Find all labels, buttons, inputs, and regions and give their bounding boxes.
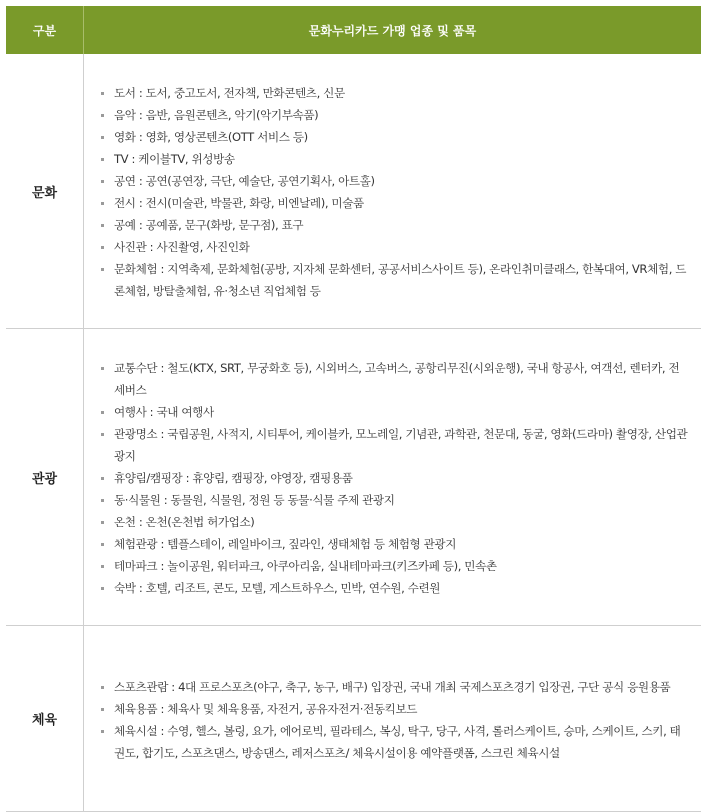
list-item: 문화체험 : 지역축제, 문화체험(공방, 지자체 문화센터, 공공서비스사이트 등), 온라인취미클래스, 한복대여, VR체험, 드론체험, 방탈출체험, 유·청소년 직업체험 등 bbox=[100, 258, 689, 302]
table-row-tourism bbox=[6, 329, 701, 626]
item-list bbox=[100, 676, 689, 764]
table-header-row bbox=[6, 6, 701, 54]
table-row-culture bbox=[6, 54, 701, 329]
list-item: 스포츠관람 : 4대 프로스포츠(야구, 축구, 농구, 배구) 입장권, 국내 개최 국제스포츠경기 입장권, 구단 공식 응원용품 bbox=[100, 676, 689, 698]
category-cell: 관광 bbox=[6, 329, 84, 626]
list-item: 공연 : 공연(공연장, 극단, 예술단, 공연기획사, 아트홀) bbox=[100, 170, 689, 192]
list-item: 체험관광 : 템플스테이, 레일바이크, 짚라인, 생태체험 등 체험형 관광지 bbox=[100, 533, 689, 555]
list-item: 음악 : 음반, 음원콘텐츠, 악기(악기부속품) bbox=[100, 104, 689, 126]
item-list bbox=[100, 82, 689, 302]
items-cell bbox=[84, 329, 702, 626]
list-item: 관광명소 : 국립공원, 사적지, 시티투어, 케이블카, 모노레일, 기념관, 과학관, 천문대, 동굴, 영화(드라마) 촬영장, 산업관광지 bbox=[100, 423, 689, 467]
list-item: TV : 케이블TV, 위성방송 bbox=[100, 148, 689, 170]
category-cell: 문화 bbox=[6, 54, 84, 329]
list-item: 사진관 : 사진촬영, 사진인화 bbox=[100, 236, 689, 258]
list-item: 동·식물원 : 동물원, 식물원, 정원 등 동물·식물 주제 관광지 bbox=[100, 489, 689, 511]
list-item: 도서 : 도서, 중고도서, 전자책, 만화콘텐츠, 신문 bbox=[100, 82, 689, 104]
header-category: 구분 bbox=[6, 6, 84, 54]
list-item: 휴양림/캠핑장 : 휴양림, 캠핑장, 야영장, 캠핑용품 bbox=[100, 467, 689, 489]
list-item: 숙박 : 호텔, 리조트, 콘도, 모텔, 게스트하우스, 민박, 연수원, 수련원 bbox=[100, 577, 689, 599]
list-item: 여행사 : 국내 여행사 bbox=[100, 401, 689, 423]
items-cell bbox=[84, 54, 702, 329]
list-item: 테마파크 : 놀이공원, 워터파크, 아쿠아리움, 실내테마파크(키즈카페 등), 민속촌 bbox=[100, 555, 689, 577]
culture-card-merchant-table bbox=[6, 6, 701, 812]
list-item: 공예 : 공예품, 문구(화방, 문구점), 표구 bbox=[100, 214, 689, 236]
list-item: 온천 : 온천(온천법 허가업소) bbox=[100, 511, 689, 533]
category-cell: 체육 bbox=[6, 626, 84, 812]
list-item: 체육시설 : 수영, 헬스, 볼링, 요가, 에어로빅, 필라테스, 복싱, 탁구, 당구, 사격, 롤러스케이트, 승마, 스케이트, 스키, 태권도, 합기도, 스포츠댄스, 방송댄스, 레저스포츠/ 체육시설이용 예약플랫폼, 스크린 체육시설 bbox=[100, 720, 689, 764]
list-item: 체육용품 : 체육사 및 체육용품, 자전거, 공유자전거·전동킥보드 bbox=[100, 698, 689, 720]
items-cell bbox=[84, 626, 702, 812]
item-list bbox=[100, 357, 689, 599]
list-item: 영화 : 영화, 영상콘텐츠(OTT 서비스 등) bbox=[100, 126, 689, 148]
table-row-sports bbox=[6, 626, 701, 812]
header-content: 문화누리카드 가맹 업종 및 품목 bbox=[84, 6, 702, 54]
list-item: 전시 : 전시(미술관, 박물관, 화랑, 비엔날레), 미술품 bbox=[100, 192, 689, 214]
list-item: 교통수단 : 철도(KTX, SRT, 무궁화호 등), 시외버스, 고속버스, 공항리무진(시외운행), 국내 항공사, 여객선, 렌터카, 전세버스 bbox=[100, 357, 689, 401]
